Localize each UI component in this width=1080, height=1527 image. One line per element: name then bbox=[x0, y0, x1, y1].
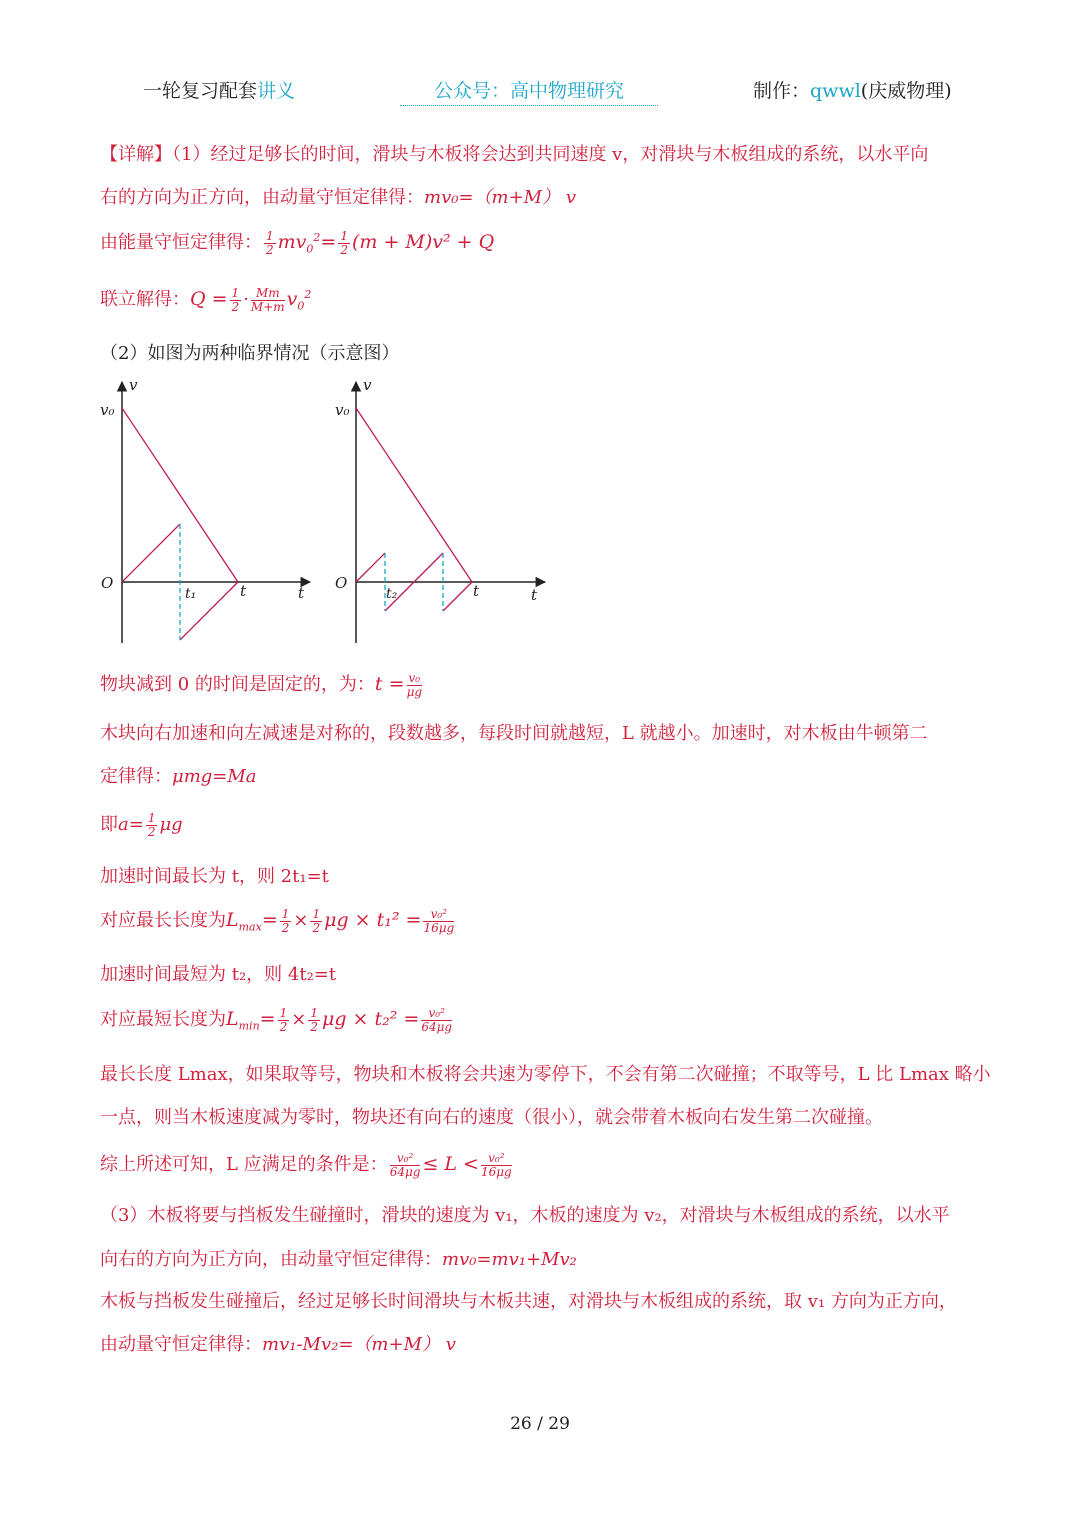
frac-den: 2 bbox=[266, 242, 274, 257]
line-5-text: （2）如图为两种临界情况（示意图） bbox=[100, 343, 400, 364]
q-frac-1 bbox=[230, 287, 242, 314]
frac-num: v₀² bbox=[423, 908, 454, 922]
line-20 bbox=[100, 1330, 984, 1356]
v0-squared: $_0^2$ bbox=[306, 231, 321, 256]
header-left-suffix: 讲义 bbox=[257, 80, 296, 102]
energy-eq-c: (m + M)v² + Q bbox=[351, 231, 495, 253]
lmax-sub: max bbox=[238, 920, 262, 934]
cond-mid: ≤ L < bbox=[422, 1153, 479, 1175]
frac-num: Mm bbox=[251, 287, 285, 301]
momentum-eq-3: mv₁-Mv₂=（m+M） v bbox=[262, 1334, 456, 1355]
right-graph bbox=[335, 376, 545, 643]
cond-frac-2 bbox=[481, 1152, 512, 1179]
line-12-text: 加速时间最短为 t₂，则 4t₂=t bbox=[100, 964, 337, 985]
frac-den: 2 bbox=[310, 1019, 318, 1034]
left-t1-label: t₁ bbox=[185, 586, 197, 602]
frac-den: 2 bbox=[231, 299, 240, 314]
left-v0-label: v₀ bbox=[100, 401, 115, 419]
left-v-label: v bbox=[129, 376, 138, 394]
lmin-eq-a: L bbox=[226, 1008, 239, 1030]
line-14 bbox=[100, 1060, 991, 1086]
header-left-prefix: 一轮复习配套 bbox=[143, 80, 258, 102]
header-right bbox=[753, 76, 952, 103]
line-18 bbox=[100, 1245, 984, 1271]
line-1 bbox=[100, 140, 984, 166]
frac-num: 1 bbox=[312, 906, 321, 921]
q-frac-2 bbox=[251, 287, 285, 314]
newton-eq: μmg=Ma bbox=[172, 766, 257, 787]
right-v-label: v bbox=[363, 376, 372, 394]
accel-frac bbox=[146, 812, 158, 839]
left-board-line bbox=[122, 524, 180, 582]
line-4: 联立解得：Q = $\frac{1}{2}$ · $\frac{Mm}{M+m}$ $v_0^2$ bbox=[100, 285, 312, 314]
lmax-frac bbox=[423, 908, 454, 935]
line-8-text: 定律得： bbox=[100, 766, 172, 787]
right-board-seg-3 bbox=[443, 582, 472, 611]
line-19-text: 木板与挡板发生碰撞后，经过足够长时间滑块与木板共速，对滑块与木板组成的系统，取 v₁ 方向为正方向， bbox=[100, 1291, 957, 1312]
right-tend-label: t bbox=[473, 582, 480, 600]
lmax-eq-a: L bbox=[226, 909, 239, 931]
line-11: 对应最长长度为$L_{max}=$ $\frac{1}{2}$ × $\frac{1}{2}$ μg × t₁² = $\frac{\text{v₀²}}{16\mu g}$ bbox=[100, 906, 455, 935]
half-fraction-2 bbox=[338, 230, 350, 257]
line-2-text: 右的方向为正方向，由动量守恒定律得： bbox=[100, 187, 424, 208]
line-9 bbox=[100, 810, 984, 839]
lmin-half-1 bbox=[278, 1007, 290, 1034]
line-19 bbox=[100, 1287, 984, 1313]
page-number: 26 / 29 bbox=[510, 1414, 570, 1434]
frac-num: 1 bbox=[281, 906, 290, 921]
lmin-eq-b: = bbox=[259, 1008, 276, 1030]
frac-den: 2 bbox=[312, 920, 321, 935]
line-3 bbox=[100, 228, 984, 257]
header-right-suffix: (庆威物理) bbox=[860, 80, 952, 102]
accel-eq-b: μg bbox=[159, 814, 183, 835]
q-eq-a: Q = bbox=[190, 288, 228, 310]
frac-den: 2 bbox=[340, 242, 348, 257]
line-8 bbox=[100, 762, 984, 788]
frac-num: 1 bbox=[266, 228, 274, 243]
frac-den: M+m bbox=[250, 299, 285, 314]
line-17-text: （3）木板将要与挡板发生碰撞时，滑块的速度为 v₁，木板的速度为 v₂，对滑块与木板组成的系统，以水平 bbox=[100, 1205, 950, 1226]
line-7-text: 木块向右加速和向左减速是对称的，段数越多，每段时间就越短，L 就越小。加速时，对木板由牛顿第二 bbox=[100, 723, 928, 744]
line-7 bbox=[100, 719, 984, 745]
frac-den: 16μg bbox=[480, 1164, 512, 1179]
left-t-axis-label: t bbox=[298, 584, 305, 602]
header-right-prefix: 制作： bbox=[753, 80, 811, 102]
time-eq: t = bbox=[374, 673, 405, 695]
right-v0-label: v₀ bbox=[335, 401, 350, 419]
line-18-text: 向右的方向为正方向，由动量守恒定律得： bbox=[100, 1249, 442, 1270]
frac-num: 1 bbox=[310, 1005, 318, 1020]
left-block-line bbox=[122, 408, 238, 582]
lmax-half-2 bbox=[310, 908, 322, 935]
frac-den: 64μg bbox=[389, 1164, 421, 1179]
half-fraction bbox=[264, 230, 276, 257]
lmin-sub: min bbox=[238, 1019, 260, 1033]
line-10-text: 加速时间最长为 t，则 2t₁=t bbox=[100, 866, 329, 887]
header-left bbox=[143, 76, 295, 103]
line-3-text: 由能量守恒定律得： bbox=[100, 232, 262, 253]
momentum-equation: mv₀=（m+M） v bbox=[424, 187, 577, 208]
lmin-eq-c: μg × t₂² = bbox=[321, 1008, 420, 1030]
frac-den: μg bbox=[406, 684, 423, 699]
frac-num: 1 bbox=[147, 810, 156, 825]
frac-den: 2 bbox=[281, 920, 290, 935]
momentum-eq-2: mv₀=mv₁+Mv₂ bbox=[442, 1249, 577, 1270]
lmax-half-1 bbox=[280, 908, 292, 935]
line-13-text: 对应最短长度为 bbox=[100, 1009, 226, 1030]
left-origin-label: O bbox=[101, 574, 114, 592]
lmax-eq-b: = bbox=[261, 909, 278, 931]
line-17 bbox=[100, 1201, 984, 1227]
detail-tag: 【详解】 bbox=[100, 144, 172, 165]
frac-den: 16μg bbox=[423, 920, 455, 935]
line-20-text: 由动量守恒定律得： bbox=[100, 1334, 262, 1355]
right-origin-label: O bbox=[335, 574, 348, 592]
lmax-eq-c: μg × t₁² = bbox=[324, 909, 422, 931]
energy-eq-b: = bbox=[320, 231, 337, 253]
frac-num: v₀² bbox=[421, 1007, 452, 1021]
line-5 bbox=[100, 339, 984, 365]
line-4-text: 联立解得： bbox=[100, 289, 190, 310]
left-tend-label: t bbox=[240, 582, 247, 600]
v0-squared-2: $_0^2$ bbox=[297, 288, 312, 313]
frac-num: 1 bbox=[340, 228, 348, 243]
accel-eq-a: a= bbox=[118, 814, 144, 835]
energy-eq-a: mv bbox=[277, 231, 307, 253]
right-board-seg-1 bbox=[356, 553, 385, 582]
frac-den: 2 bbox=[147, 824, 156, 839]
line-9-text: 即 bbox=[100, 814, 118, 835]
q-eq-b: v bbox=[286, 288, 298, 310]
lmin-frac bbox=[421, 1007, 452, 1034]
line-6-text: 物块减到 0 的时间是固定的，为： bbox=[100, 674, 375, 695]
line-16-text: 综上所述可知，L 应满足的条件是： bbox=[100, 1154, 388, 1175]
time-frac bbox=[407, 672, 423, 699]
line-2 bbox=[100, 183, 984, 209]
right-t-axis-label: t bbox=[531, 586, 538, 604]
line-14-text: 最长长度 Lmax，如果取等号，物块和木板将会共速为零停下，不会有第二次碰撞；不取等号，L 比 Lmax 略小 bbox=[100, 1064, 991, 1085]
header-center: 公众号：高中物理研究 bbox=[400, 76, 658, 106]
line-15 bbox=[100, 1103, 984, 1129]
frac-den: 2 bbox=[279, 1019, 288, 1034]
line-1-text: （1）经过足够长的时间，滑块与木板将会达到共同速度 v，对滑块与木板组成的系统，以水平向 bbox=[172, 144, 929, 165]
frac-num: v₀² bbox=[390, 1152, 421, 1166]
vt-diagram bbox=[95, 370, 555, 650]
line-13: 对应最短长度为$L_{min}=$ $\frac{1}{2}$ × $\frac{1}{2}$ μg × t₂² = $\frac{\text{v₀²}}{64\mu g}$ bbox=[100, 1005, 453, 1034]
line-10 bbox=[100, 862, 984, 888]
frac-num: v₀ bbox=[408, 670, 421, 685]
left-graph bbox=[100, 376, 310, 643]
lmin-half-2 bbox=[308, 1007, 320, 1034]
frac-num: v₀² bbox=[481, 1152, 512, 1166]
right-t2-label: t₂ bbox=[386, 586, 398, 602]
cond-frac-1 bbox=[390, 1152, 421, 1179]
line-11-text: 对应最长长度为 bbox=[100, 910, 226, 931]
header-right-link[interactable]: qwwl bbox=[810, 80, 861, 102]
line-6 bbox=[100, 670, 984, 699]
line-15-text: 一点，则当木板速度减为零时，物块还有向右的速度（很小），就会带着木板向右发生第二次碰撞。 bbox=[100, 1107, 883, 1128]
frac-den: 64μg bbox=[421, 1019, 453, 1034]
frac-num: 1 bbox=[279, 1005, 288, 1020]
right-block-line bbox=[356, 408, 472, 582]
frac-num: 1 bbox=[231, 285, 240, 300]
line-12 bbox=[100, 960, 984, 986]
line-16 bbox=[100, 1150, 984, 1179]
